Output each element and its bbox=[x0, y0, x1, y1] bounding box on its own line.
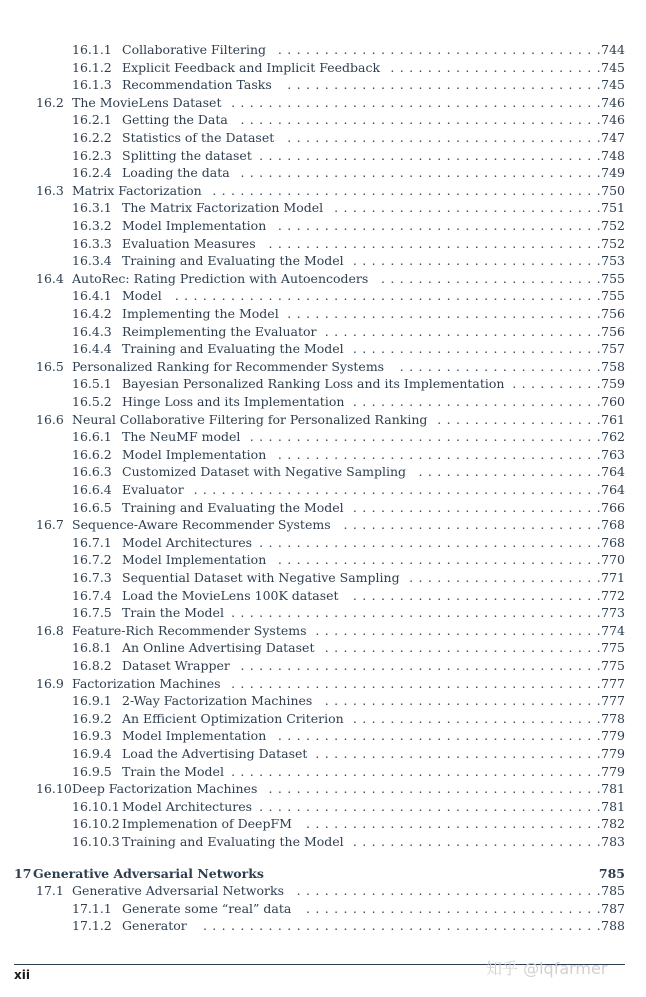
toc-entry[interactable] bbox=[0, 411, 646, 429]
toc-entry-title: Getting the Data bbox=[122, 112, 228, 128]
toc-entry-page: 768 bbox=[601, 517, 625, 533]
toc-entry-page: 764 bbox=[601, 482, 625, 497]
toc-entry[interactable] bbox=[0, 323, 646, 341]
toc-dot-leader: ................................... bbox=[277, 42, 606, 57]
toc-entry-page: 761 bbox=[601, 411, 625, 427]
toc-entry[interactable] bbox=[0, 917, 646, 935]
toc-entry-page: 763 bbox=[601, 446, 625, 462]
toc-entry-number: 17.1.1 bbox=[72, 900, 112, 916]
toc-dot-leader: ................................ bbox=[306, 816, 606, 832]
toc-entry-page: 775 bbox=[601, 640, 625, 656]
toc-dot-leader: .......................................... bbox=[212, 182, 606, 198]
toc-entry-title: Generative Adversarial Networks bbox=[72, 883, 284, 899]
toc-dot-leader: ........................... bbox=[352, 710, 606, 726]
toc-entry-page: 759 bbox=[601, 376, 625, 392]
toc-entry-number: 16.8 bbox=[36, 622, 64, 638]
toc-entry[interactable] bbox=[0, 657, 646, 675]
toc-entry-number: 16.7.4 bbox=[72, 587, 112, 603]
toc-entry-page: 770 bbox=[601, 552, 625, 568]
toc-dot-leader: .......... bbox=[512, 376, 606, 392]
toc-entry-number: 16.10 bbox=[36, 781, 72, 797]
toc-entry-page: 778 bbox=[601, 710, 625, 726]
toc-entry-page: 779 bbox=[601, 728, 625, 744]
toc-entry-page: 753 bbox=[601, 253, 625, 269]
toc-entry-page: 779 bbox=[601, 746, 625, 761]
toc-dot-leader: .................................. bbox=[287, 306, 606, 321]
toc-dot-leader: ................................ bbox=[306, 900, 606, 916]
toc-entry-page: 752 bbox=[601, 218, 625, 233]
toc-entry-title: Neural Collaborative Filtering for Personalized Ranking bbox=[72, 411, 428, 427]
toc-entry-number: 16.8.2 bbox=[72, 658, 112, 673]
toc-entry[interactable] bbox=[0, 270, 646, 288]
toc-entry-number: 16.10.3 bbox=[72, 834, 120, 849]
toc-dot-leader: ....................................... bbox=[240, 112, 606, 128]
toc-entry-number: 16.9.4 bbox=[72, 746, 112, 761]
toc-entry-number: 16.3.1 bbox=[72, 200, 112, 216]
toc-entry-title: Explicit Feedback and Implicit Feedback bbox=[122, 59, 381, 75]
toc-dot-leader: ........................................ bbox=[231, 605, 606, 621]
toc-entry[interactable] bbox=[0, 393, 646, 411]
toc-entry-title: The NeuMF model bbox=[122, 429, 241, 445]
toc-entry-page: 757 bbox=[601, 341, 625, 357]
toc-entry-number: 16.4.2 bbox=[72, 306, 112, 321]
toc-entry-page: 766 bbox=[601, 499, 625, 515]
toc-entry[interactable] bbox=[0, 587, 646, 605]
toc-dot-leader: .................................... bbox=[268, 781, 606, 797]
toc-entry-number: 16.6.3 bbox=[72, 464, 112, 480]
toc-dot-leader: ................................... bbox=[277, 552, 606, 568]
toc-entry-page: 751 bbox=[601, 200, 625, 216]
toc-dot-leader: .................................. bbox=[287, 77, 606, 93]
toc-dot-leader: .............................. bbox=[324, 693, 606, 709]
toc-dot-leader: ............................... bbox=[315, 622, 606, 638]
toc-entry-number: 16.10.2 bbox=[72, 816, 120, 832]
toc-entry[interactable] bbox=[0, 798, 646, 816]
toc-entry-number: 16.7 bbox=[36, 517, 64, 533]
toc-entry-number: 16.6.2 bbox=[72, 446, 112, 462]
toc-dot-leader: .............................. bbox=[324, 323, 606, 339]
toc-entry-number: 16.4.3 bbox=[72, 323, 112, 339]
toc-dot-leader: ........................... bbox=[352, 834, 606, 849]
toc-entry[interactable] bbox=[0, 199, 646, 217]
toc-entry-page: 777 bbox=[601, 693, 625, 709]
toc-entry-title: Sequence-Aware Recommender Systems bbox=[72, 517, 331, 533]
toc-entry[interactable] bbox=[0, 129, 646, 147]
toc-dot-leader: ................................... bbox=[277, 728, 606, 744]
toc-entry-title: Training and Evaluating the Model bbox=[122, 499, 344, 515]
toc-entry-title: Model Implementation bbox=[122, 728, 267, 744]
toc-entry-page: 762 bbox=[601, 429, 625, 445]
toc-entry-title: Splitting the dataset bbox=[122, 147, 252, 163]
toc-dot-leader: .............................................. bbox=[174, 288, 606, 304]
toc-entry-page: 768 bbox=[601, 534, 625, 550]
toc-entry[interactable] bbox=[0, 865, 646, 883]
toc-entry-title: Evaluation Measures bbox=[122, 235, 256, 251]
toc-entry-title: Load the Advertising Dataset bbox=[122, 746, 308, 761]
toc-entry-page: 777 bbox=[601, 675, 625, 691]
toc-entry-number: 16.1.3 bbox=[72, 77, 112, 93]
toc-entry-number: 16.3 bbox=[36, 182, 64, 198]
toc-entry-page: 781 bbox=[601, 781, 625, 797]
toc-entry-title: Training and Evaluating the Model bbox=[122, 341, 344, 357]
toc-entry-title: Sequential Dataset with Negative Sampling bbox=[122, 570, 400, 585]
toc-entry-number: 16.1.1 bbox=[72, 42, 112, 57]
toc-entry-number: 17.1 bbox=[36, 883, 64, 899]
toc-entry-number: 16.6.1 bbox=[72, 429, 112, 445]
toc-entry-page: 787 bbox=[601, 900, 625, 916]
toc-entry-title: Dataset Wrapper bbox=[122, 658, 230, 673]
toc-entry-page: 750 bbox=[601, 182, 625, 198]
toc-entry-title: Training and Evaluating the Model bbox=[122, 834, 344, 849]
toc-dot-leader: ....................................... bbox=[240, 165, 606, 181]
toc-entry-title: Loading the data bbox=[122, 165, 230, 181]
toc-entry[interactable] bbox=[0, 710, 646, 728]
toc-entry-page: 773 bbox=[601, 605, 625, 621]
toc-entry[interactable] bbox=[0, 340, 646, 358]
toc-entry-title: Model Architectures bbox=[122, 534, 253, 550]
toc-entry-title: Recommendation Tasks bbox=[122, 77, 272, 93]
toc-entry[interactable] bbox=[0, 481, 646, 499]
toc-entry-page: 746 bbox=[601, 94, 625, 110]
toc-entry-number: 16.2.1 bbox=[72, 112, 112, 128]
toc-entry-number: 16.9 bbox=[36, 675, 64, 691]
toc-entry[interactable] bbox=[0, 111, 646, 129]
toc-entry-page: 756 bbox=[601, 306, 625, 321]
toc-entry-number: 16.6.5 bbox=[72, 499, 112, 515]
watermark: 知乎 @lqfarmer bbox=[486, 959, 608, 978]
toc-entry-page: 749 bbox=[601, 165, 625, 181]
toc-entry[interactable] bbox=[0, 305, 646, 323]
toc-entry-title: Evaluator bbox=[122, 482, 184, 497]
toc-entry[interactable] bbox=[0, 675, 646, 693]
toc-entry-number: 16.2.2 bbox=[72, 130, 112, 145]
toc-entry-title: Model bbox=[122, 288, 162, 304]
toc-entry-number: 16.10.1 bbox=[72, 798, 120, 814]
toc-dot-leader: .................................. bbox=[287, 130, 606, 145]
toc-dot-leader: ....................................... bbox=[240, 658, 606, 673]
toc-entry-number: 16.3.4 bbox=[72, 253, 112, 269]
toc-entry-page: 775 bbox=[601, 658, 625, 673]
toc-dot-leader: .................................... bbox=[268, 235, 606, 251]
toc-entry-page: 785 bbox=[598, 865, 625, 881]
toc-entry-title: Statistics of the Dataset bbox=[122, 130, 275, 145]
toc-entry[interactable] bbox=[0, 358, 646, 376]
toc-dot-leader: ........................... bbox=[352, 341, 606, 357]
toc-entry-title: The Matrix Factorization Model bbox=[122, 200, 324, 216]
toc-entry-title: Generative Adversarial Networks bbox=[33, 865, 264, 881]
toc-entry-number: 16.6.4 bbox=[72, 482, 112, 497]
toc-entry[interactable] bbox=[0, 763, 646, 781]
toc-entry-title: Model Implementation bbox=[122, 552, 267, 568]
toc-entry-title: Generator bbox=[122, 918, 187, 934]
toc-entry[interactable] bbox=[0, 252, 646, 270]
toc-dot-leader: ............................... bbox=[315, 746, 606, 761]
toc-entry-title: 2-Way Factorization Machines bbox=[122, 693, 313, 709]
toc-entry[interactable] bbox=[0, 164, 646, 182]
toc-entry[interactable] bbox=[0, 516, 646, 534]
toc-entry-number: 16.4 bbox=[36, 270, 64, 286]
toc-entry-number: 16.1.2 bbox=[72, 59, 112, 75]
toc-entry-title: The MovieLens Dataset bbox=[72, 94, 222, 110]
toc-dot-leader: ....................... bbox=[390, 59, 606, 75]
toc-entry-number: 16.9.5 bbox=[72, 763, 112, 779]
toc-entry[interactable] bbox=[0, 745, 646, 763]
toc-entry-title: Training and Evaluating the Model bbox=[122, 253, 344, 269]
toc-dot-leader: .............................. bbox=[324, 640, 606, 656]
toc-entry[interactable] bbox=[0, 217, 646, 235]
toc-entry-number: 17.1.2 bbox=[72, 918, 112, 934]
toc-entry-page: 760 bbox=[601, 394, 625, 409]
toc-entry-number: 16.7.5 bbox=[72, 605, 112, 621]
toc-entry-page: 771 bbox=[601, 570, 625, 585]
toc-entry-number: 16.7.2 bbox=[72, 552, 112, 568]
toc-dot-leader: ...................... bbox=[399, 358, 606, 374]
toc-entry-number: 16.2.3 bbox=[72, 147, 112, 163]
toc-dot-leader: ............................................ bbox=[193, 482, 606, 497]
toc-entry-number: 16.4.4 bbox=[72, 341, 112, 357]
toc-dot-leader: ........................................... bbox=[202, 918, 606, 934]
toc-entry[interactable] bbox=[0, 76, 646, 94]
toc-entry-title: Personalized Ranking for Recommender Systems bbox=[72, 358, 385, 374]
toc-entry-number: 16.7.3 bbox=[72, 570, 112, 585]
toc-dot-leader: ...................................... bbox=[249, 429, 606, 445]
toc-dot-leader: ................................... bbox=[277, 218, 606, 233]
toc-entry-title: Generate some “real” data bbox=[122, 900, 292, 916]
toc-entry-number: 16.5 bbox=[36, 358, 64, 374]
toc-entry[interactable] bbox=[0, 815, 646, 833]
toc-entry-number: 16.2.4 bbox=[72, 165, 112, 181]
toc-entry-title: Train the Model bbox=[122, 605, 224, 621]
toc-entry-number: 16.9.1 bbox=[72, 693, 112, 709]
toc-entry-title: Feature-Rich Recommender Systems bbox=[72, 622, 307, 638]
toc-entry-title: Factorization Machines bbox=[72, 675, 221, 691]
toc-dot-leader: ..................................... bbox=[259, 798, 606, 814]
toc-entry-title: Reimplementing the Evaluator bbox=[122, 323, 317, 339]
toc-dot-leader: ........................ bbox=[381, 270, 606, 286]
toc-entry-page: 764 bbox=[601, 464, 625, 480]
toc-entry-title: Collaborative Filtering bbox=[122, 42, 267, 57]
toc-entry-page: 752 bbox=[601, 235, 625, 251]
toc-entry-page: 781 bbox=[601, 798, 625, 814]
toc-entry-page: 774 bbox=[601, 622, 625, 638]
toc-entry-title: An Efficient Optimization Criterion bbox=[122, 710, 344, 726]
toc-entry-page: 755 bbox=[601, 288, 625, 304]
toc-entry-page: 747 bbox=[601, 130, 625, 145]
toc-dot-leader: ........................... bbox=[352, 499, 606, 515]
toc-entry-title: Load the MovieLens 100K dataset bbox=[122, 587, 339, 603]
toc-entry-page: 783 bbox=[601, 834, 625, 849]
toc-entry-number: 16.3.2 bbox=[72, 218, 112, 233]
toc-entry[interactable] bbox=[0, 900, 646, 918]
toc-entry[interactable] bbox=[0, 41, 646, 59]
toc-entry-title: Model Architectures bbox=[122, 798, 253, 814]
toc-entry[interactable] bbox=[0, 882, 646, 900]
toc-entry[interactable] bbox=[0, 375, 646, 393]
toc-entry-number: 16.5.1 bbox=[72, 376, 112, 392]
toc-entry[interactable] bbox=[0, 534, 646, 552]
toc-entry-number: 16.8.1 bbox=[72, 640, 112, 656]
toc-entry-number: 17 bbox=[14, 865, 32, 881]
toc-entry-title: Train the Model bbox=[122, 763, 224, 779]
toc-entry-number: 16.9.3 bbox=[72, 728, 112, 744]
toc-entry[interactable] bbox=[0, 833, 646, 851]
toc-entry[interactable] bbox=[0, 551, 646, 569]
toc-dot-leader: ........................... bbox=[352, 394, 606, 409]
toc-entry-title: AutoRec: Rating Prediction with Autoencoders bbox=[72, 270, 369, 286]
toc-entry-title: Customized Dataset with Negative Sampling bbox=[122, 464, 407, 480]
toc-entry-page: 756 bbox=[601, 323, 625, 339]
toc-entry-title: Implemenation of DeepFM bbox=[122, 816, 292, 832]
toc-dot-leader: ........................... bbox=[352, 587, 606, 603]
toc-entry-title: Model Implementation bbox=[122, 446, 267, 462]
toc-dot-leader: ........................................ bbox=[231, 94, 606, 110]
toc-entry[interactable] bbox=[0, 59, 646, 77]
toc-entry[interactable] bbox=[0, 780, 646, 798]
toc-entry-number: 16.4.1 bbox=[72, 288, 112, 304]
toc-dot-leader: ..................................... bbox=[259, 147, 606, 163]
toc-entry[interactable] bbox=[0, 182, 646, 200]
toc-entry[interactable] bbox=[0, 499, 646, 517]
toc-entry-page: 788 bbox=[601, 918, 625, 934]
toc-entry-page: 745 bbox=[601, 77, 625, 93]
toc-entry-number: 16.7.1 bbox=[72, 534, 112, 550]
toc-dot-leader: ..................................... bbox=[259, 534, 606, 550]
toc-dot-leader: .................... bbox=[418, 464, 606, 480]
toc-entry-title: Model Implementation bbox=[122, 218, 267, 233]
toc-entry[interactable] bbox=[0, 428, 646, 446]
toc-entry[interactable] bbox=[0, 235, 646, 253]
toc-entry-page: 779 bbox=[601, 763, 625, 779]
toc-entry-title: Matrix Factorization bbox=[72, 182, 202, 198]
toc-entry[interactable] bbox=[0, 446, 646, 464]
toc-entry[interactable] bbox=[0, 692, 646, 710]
toc-entry-page: 744 bbox=[601, 42, 625, 57]
toc-entry[interactable] bbox=[0, 727, 646, 745]
toc-entry[interactable] bbox=[0, 94, 646, 112]
toc-entry[interactable] bbox=[0, 463, 646, 481]
toc-dot-leader: ........................... bbox=[352, 253, 606, 269]
toc-dot-leader: ................................. bbox=[296, 883, 606, 899]
toc-dot-leader: ........................................ bbox=[231, 675, 606, 691]
toc-entry[interactable] bbox=[0, 287, 646, 305]
toc-dot-leader: ............................. bbox=[334, 200, 606, 216]
toc-dot-leader: .................. bbox=[437, 411, 606, 427]
toc-dot-leader: ..................... bbox=[409, 570, 606, 585]
toc-entry[interactable] bbox=[0, 147, 646, 165]
toc-entry-number: 16.9.2 bbox=[72, 710, 112, 726]
toc-entry-page: 745 bbox=[601, 59, 625, 75]
toc-dot-leader: ........................................ bbox=[231, 763, 606, 779]
toc-entry-title: Bayesian Personalized Ranking Loss and its Implementation bbox=[122, 376, 505, 392]
toc-entry[interactable] bbox=[0, 569, 646, 587]
toc-entry-number: 16.5.2 bbox=[72, 394, 112, 409]
toc-dot-leader: ................................... bbox=[277, 446, 606, 462]
toc-entry[interactable] bbox=[0, 639, 646, 657]
toc-entry-title: Implementing the Model bbox=[122, 306, 279, 321]
toc-entry-page: 772 bbox=[601, 587, 625, 603]
toc-entry-number: 16.6 bbox=[36, 411, 64, 427]
toc-entry-page: 755 bbox=[601, 270, 625, 286]
toc-dot-leader: ............................ bbox=[343, 517, 606, 533]
toc-entry-page: 748 bbox=[601, 147, 625, 163]
toc-entry-title: Hinge Loss and its Implementation bbox=[122, 394, 345, 409]
toc-entry-page: 758 bbox=[601, 358, 625, 374]
toc-entry-page: 746 bbox=[601, 112, 625, 128]
toc-entry-title: Deep Factorization Machines bbox=[72, 781, 258, 797]
toc-entry-page: 785 bbox=[601, 883, 625, 899]
footer-page-number: xii bbox=[14, 968, 30, 982]
toc-entry-number: 16.2 bbox=[36, 94, 64, 110]
toc-entry-page: 782 bbox=[601, 816, 625, 832]
toc-entry-title: An Online Advertising Dataset bbox=[122, 640, 315, 656]
toc-entry[interactable] bbox=[0, 622, 646, 640]
toc-entry-number: 16.3.3 bbox=[72, 235, 112, 251]
toc-entry[interactable] bbox=[0, 604, 646, 622]
